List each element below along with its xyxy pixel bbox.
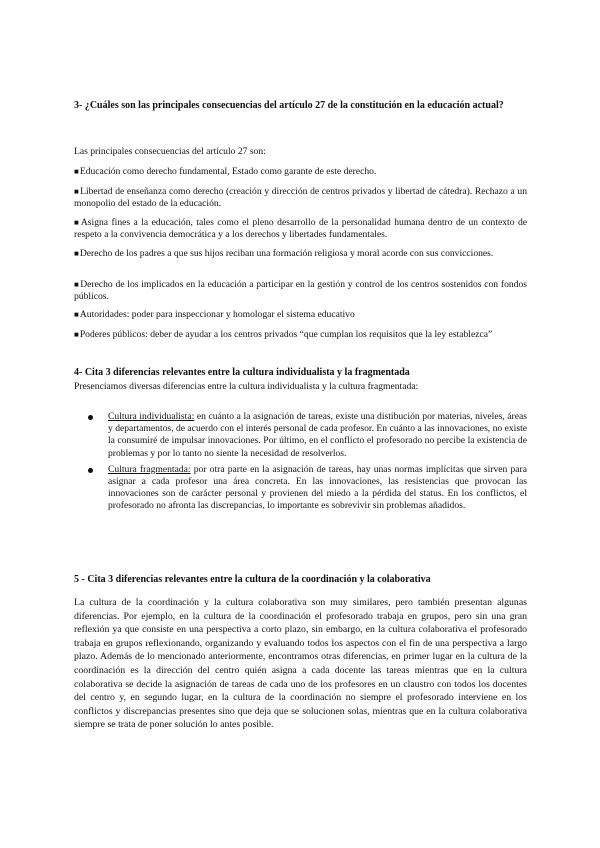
square-bullet-icon: ■ <box>74 249 79 258</box>
square-bullet-icon: ■ <box>74 187 80 196</box>
bullet-icon <box>88 468 93 473</box>
square-bullet-icon: ■ <box>74 310 79 319</box>
q3-item: ■Autoridades: poder para inspeccionar y homologar el sistema educativo <box>74 309 355 320</box>
q3-item: ■Educación como derecho fundamental, Estado como garante de este derecho. <box>74 166 377 177</box>
q4-list <box>74 411 527 517</box>
q5-paragraph: La cultura de la coordinación y la cultura colaborativa son muy similares, pero también presentan algunas diferencias. Por ejemplo, en la cultura de la coordinación el profesorado trabaja en grupos, pero sin una gran reflexión ya que consiste en una perspectiva a corto plazo, sin embargo, en la cultura colaborativa el profesorado trabaja en grupos reflexionando, organizando y evaluando todos los aspectos con el fin de una perspectiva a largo plazo. Además de lo mencionado anteriormente, encontramos otras diferencias, en primer lugar en la cultura de la coordinación es la dirección del centro quién asigna a cada docente las tareas mientras que en la cultura colaborativa se decide la asignación de tareas de cada uno de los profesores en un claustro con todos los docentes del centro y, en segundo lugar, en la cultura de la coordinación no siempre el profesorado interviene en los conflictos y discrepancias presentes sino que deja que se solucionen solas, mientras que en la cultura colaborativa siempre se trata de poner solución lo antes posible. <box>74 597 527 731</box>
q5-heading: 5 - Cita 3 diferencias relevantes entre la cultura de la coordinación y la colaborativa <box>74 574 431 585</box>
list-item: Cultura fragmentada: por otra parte en la asignación de tareas, hay unas normas implícitas que sirven para asignar a cada profesor una área concreta. En las innovaciones, las resistencias que provocan las innovaciones son de carácter personal y provienen del miedo a la pérdida del status. En los conflictos, el profesorado no afronta las discrepancias, lo importante es sobrevivir sin problemas añadidos. <box>74 464 527 513</box>
square-bullet-icon: ■ <box>74 280 80 289</box>
square-bullet-icon: ■ <box>74 218 80 227</box>
q3-item: ■Derecho de los padres a que sus hijos reciban una formación religiosa y moral acorde con sus convicciones. <box>74 248 494 259</box>
q4-intro: Presenciamos diversas diferencias entre la cultura individualista y la cultura fragmentada: <box>74 381 419 392</box>
q3-heading: 3- ¿Cuáles son las principales consecuencias del artículo 27 de la constitución en la educación actual? <box>74 100 504 111</box>
list-item: Cultura individualista: en cuánto a la asignación de tareas, existe una distibución por materias, niveles, áreas y departamentos, de acuerdo con el interés personal de cada profesor. En cuánto a las innovaciones, no existe la consumiré de impulsar innovaciones. Por último, en el conflicto el profesorado no percibe la existencia de problemas y por lo tanto no siente la necesidad de resolverlos. <box>74 411 527 460</box>
q3-intro: Las principales consecuencias del artículo 27 son: <box>74 146 266 157</box>
term-label: Cultura individualista: <box>108 411 195 422</box>
q4-heading: 4- Cita 3 diferencias relevantes entre la cultura individualista y la fragmentada <box>74 367 410 378</box>
square-bullet-icon: ■ <box>74 330 79 339</box>
square-bullet-icon: ■ <box>74 167 79 176</box>
q3-item: ■Derecho de los implicados en la educación a participar en la gestión y control de los centros sostenidos con fondos públicos. <box>74 279 527 303</box>
q3-item: ■Poderes públicos: deber de ayudar a los centros privados “que cumplan los requisitos que la ley establezca” <box>74 329 493 340</box>
q3-item: ■Asigna fines a la educación, tales como el pleno desarrollo de la personalidad humana dentro de un contexto de respeto a la convivencia democrática y a los derechos y libertades fundamentales. <box>74 217 527 241</box>
bullet-icon <box>88 415 93 420</box>
term-label: Cultura fragmentada: <box>108 463 191 475</box>
q3-item: ■Libertad de enseñanza como derecho (creación y dirección de centros privados y libertad de cátedra). Rechazo a un monopolio del estado de la educación. <box>74 186 527 210</box>
